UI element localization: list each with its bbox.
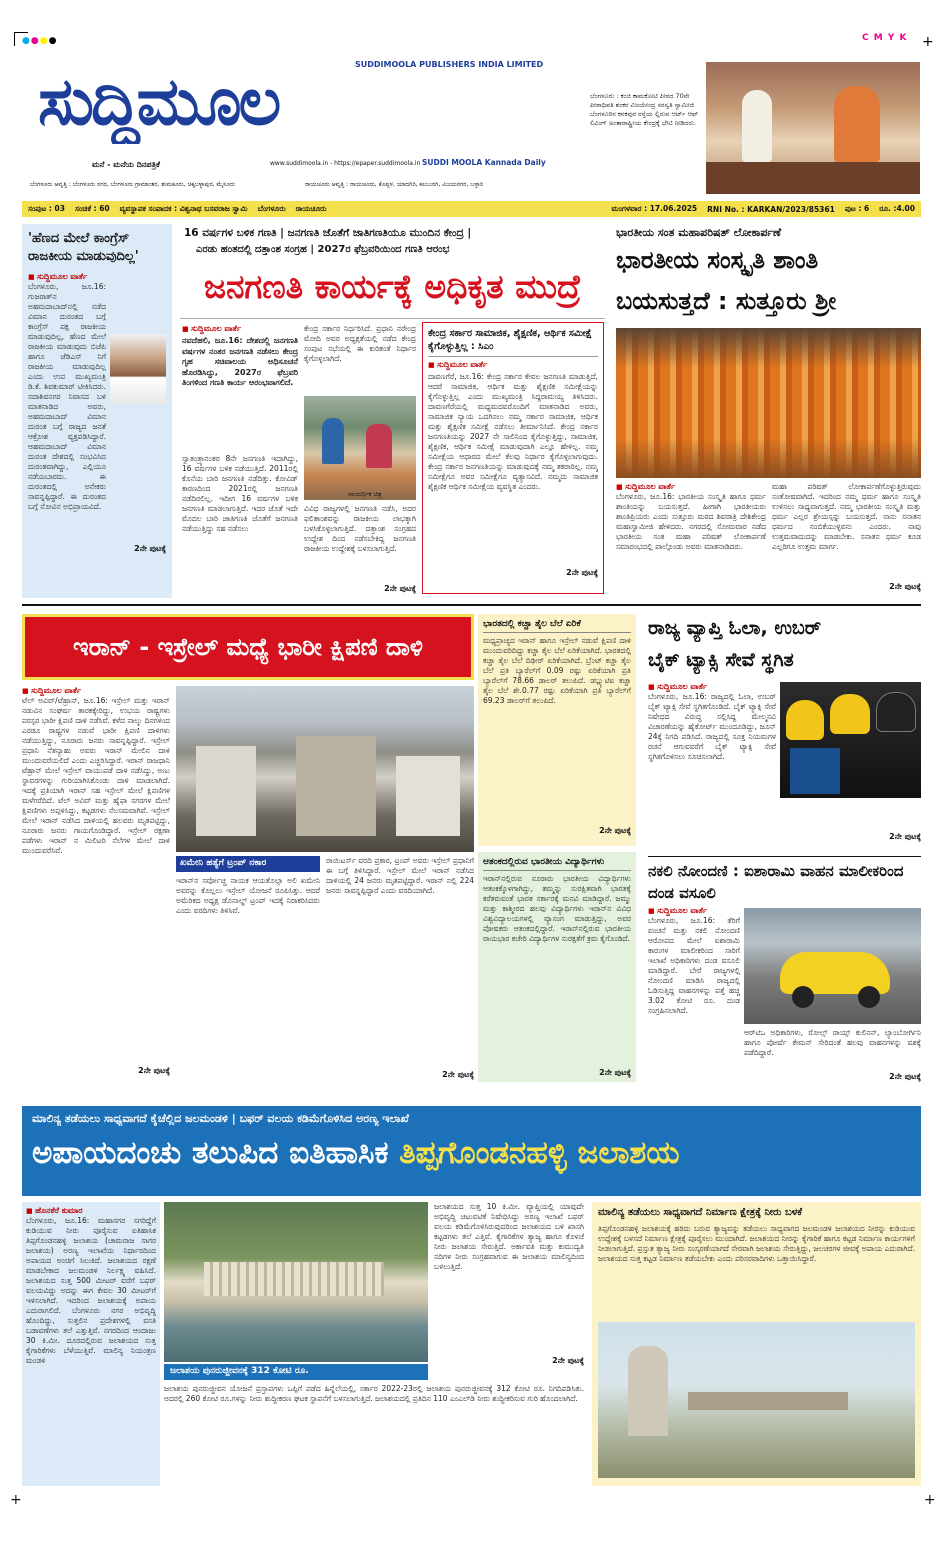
- byline: ■ ಸುದ್ದಿಮೂಲ ವಾರ್ತೆ: [182, 324, 298, 334]
- story-students-title: ಆತಂಕದಲ್ಲಿರುವ ಭಾರತೀಯ ವಿದ್ಯಾರ್ಥಿಗಳು: [483, 856, 631, 871]
- census-text-3: ವಿವಿಧ ರಾಜ್ಯಗಳಲ್ಲಿ ಜನಗಣತಿ ನಡೆಸಿ, ಅದರ ಫಲಿತಾಂಶವನ್ನು ರಾಜಕೀಯ ಲಾಭಕ್ಕಾಗಿ ಬಳಸಿಕೊಳ್ಳಲಾಗುತ್ತಿದೆ. ದತ್ತಾಂಶ ಸಂಗ್ರಹದ ಉದ್ದೇಶ ದಿಂದ ನಡೆಸಬೇಕಿದ್ದ ಜನಗಣತಿ ರಾಜಕೀಯ ಉದ್ದೇಶಕ್ಕೆ ಬಳಸಲಾಗುತ್ತಿದೆ.: [304, 504, 416, 553]
- census-text: ಸ್ವಾತಂತ್ರ್ಯಾನಂತರ 8ನೇ ಜನಗಣತಿ ಇದಾಗಿದ್ದು, 16 ವರ್ಷಗಳ ಬಳಿಕ ನಡೆಯುತ್ತಿದೆ. 2011ರಲ್ಲಿ ಕೊನೆಯ ಬಾರಿ ಜನಗಣತಿ ನಡೆದಿತ್ತು. ಕೋವಿಡ್ ಕಾರಣದಿಂದ 2021ರಲ್ಲಿ ಜನಗಣತಿ ನಡೆದಿರಲಿಲ್ಲ. ಇದೀಗ 16 ವರ್ಷಗಳ ಬಳಿಕ ಜನಗಣತಿ ಮಾಡಲಾಗುತ್ತಿದೆ. ಇದರ ಜೊತೆ ಇದೇ ಮೊದಲ ಬಾರಿ ಜಾತಿಗಣತಿ ಜೊತೆಗೆ ಜನಗಣತಿ ನಡೆಯುತ್ತಿದ್ದು ಸಹ ನಡೆಸಲು: [182, 454, 298, 533]
- story-students-text: ಇರಾನ್‌ನಲ್ಲಿರುವ ನೂರಾರು ಭಾರತೀಯ ವಿದ್ಯಾರ್ಥಿಗಳು ಆತಂಕಕ್ಕೊಳಗಾಗಿದ್ದು, ತಮ್ಮನ್ನು ಸುರಕ್ಷಿತವಾಗಿ ಭಾರತಕ್ಕೆ ಕರೆತರುವಂತೆ ಭಾರತ ಸರ್ಕಾರಕ್ಕೆ ಮನವಿ ಮಾಡಿದ್ದಾರೆ. ಜಮ್ಮು ಮತ್ತು ಕಾಶ್ಮೀರದ ಹಲವು ವಿದ್ಯಾರ್ಥಿಗಳು ಇರಾನ್‌ನ ವಿವಿಧ ವಿಶ್ವವಿದ್ಯಾಲಯಗಳಲ್ಲಿ ವ್ಯಾಸಂಗ ಮಾಡುತ್ತಿದ್ದು, ಅವರ ಪೋಷಕರು ಆತಂಕದಲ್ಲಿದ್ದಾರೆ. ಇರಾನ್‌ನಲ್ಲಿರುವ ಭಾರತೀಯ ರಾಯಭಾರ ಕಚೇರಿ ವಿದ್ಯಾರ್ಥಿಗಳ ಸುರಕ್ಷತೆಗೆ ಕ್ರಮ ಕೈಗೊಂಡಿದೆ.: [483, 874, 631, 943]
- story-cm-text: ದಾವಣಗೆರೆ, ಜೂ.16: ಕೇಂದ್ರ ಸರ್ಕಾರ ಕೇವಲ ಜನಗಣತಿ ಮಾಡುತ್ತಿದೆ, ಆದರೆ ಸಾಮಾಜಿಕ, ಆರ್ಥಿಕ ಮತ್ತು ಶೈಕ್ಷಣಿಕ ಸಮೀಕ್ಷೆಯನ್ನು ಕೈಗೊಳ್ಳುತ್ತಿಲ್ಲ ಎಂದು ಮುಖ್ಯಮಂತ್ರಿ ಸಿದ್ದರಾಮಯ್ಯ ತಿಳಿಸಿದರು. ದಾವಣಗೆರೆಯಲ್ಲಿ ಮಧ್ಯಮದವರೊಂದಿಗೆ ಮಾತನಾಡಿದ ಅವರು, ಸಾಮಾಜಿಕ ನ್ಯಾಯ ಒದಗಿಸಲು ನಮ್ಮ ಸರ್ಕಾರ ಸಾಮಾಜಿಕ, ಆರ್ಥಿಕ ಮತ್ತು ಶೈಕ್ಷಣಿಕ ಸಮೀಕ್ಷೆ ನಡೆಸಲು ತೀರ್ಮಾನಿಸಿದೆ. ಕೇಂದ್ರ ಸರ್ಕಾರ ಜನಗಣತಿಯನ್ನು 2027 ನೇ ಸಾಲಿನಿಂದ ಕೈಗೊಳ್ಳುತ್ತಿದ್ದು, ಸಾಮಾಜಿಕ, ಶೈಕ್ಷಣಿಕ, ಆರ್ಥಿಕ ಸಮೀಕ್ಷೆ ಮಾಡುವುದಾಗಿ ಎಲ್ಲೂ ಹೇಳಿಲ್ಲ. ನಮ್ಮ ಸಮೀಕ್ಷೆಯ ಆಧಾರದ ಮೇಲೆ ಕೆಲವು ನಿರ್ಧಾರ ಕೈಗೊಳ್ಳಲಾಗುವುದು. ಕೇಂದ್ರ ಸರ್ಕಾರ ಜನಗಣತಿಯನ್ನು ಮಾಡುವುದಕ್ಕೆ ನಮ್ಮ ತಕರಾರಿಲ್ಲ. ನಮ್ಮ ಸಮೀಕ್ಷೆಗೂ ಅವರ ಸಮೀಕ್ಷೆಗೂ ವ್ಯತ್ಯಾಸವಿದೆ. ನಮ್ಮದು ಸಾಮಾಜಿಕ ಶೈಕ್ಷಣಿಕ ಆರ್ಥಿಕ ಸಮೀಕ್ಷೆಯ ವ್ಯವಸ್ಥಿತ ಎಂದರು.: [428, 372, 598, 491]
- masthead-photo-caption: ಬೆಂಗಳೂರು : ಕಂಚಿ ಕಾಮಕೋಟಿ ಪೀಠದ 70ನೇ ಪೀಠಾಧಿಪತಿ ಶಂಕರ ವಿಜಯೇಂದ್ರ ಸರಸ್ವತಿ ಸ್ವಾಮೀಜಿ ಬೆಂಗಳೂರಿನ ಕನಕಪುರ ರಸ್ತೆಯ ಲ್ಲಿರುವ ಆರ್ಟ್ ಆಫ್ ಲಿವಿಂಗ್ ಅಂತಾರಾಷ್ಟ್ರೀಯ ಕೇಂದ್ರಕ್ಕೆ ಭೇಟಿ ನೀಡಿದರು.: [590, 92, 699, 127]
- story-cm: [422, 322, 604, 594]
- story-census-col1: [182, 324, 298, 594]
- byline: ■ ಸುದ್ದಿಮೂಲ ವಾರ್ತೆ: [28, 272, 166, 282]
- census-photo-caption: ಸಾಂದರ್ಭಿಕ ಚಿತ್ರ: [348, 490, 382, 498]
- rni-number: RNI No. : KARKAN/2023/85361: [707, 204, 835, 214]
- reservoir-photo-caption-bar: [164, 1364, 428, 1380]
- story-work-title: ಮಾಲಿನ್ಯ ತಡೆಯಲು ಸಾಧ್ಯವಾಗದೆ ನಿರ್ಮಾಣ ಕ್ಷೇತ್ರಕ್ಕೆ ನೀರು ಬಳಕೆ: [598, 1207, 803, 1218]
- reservoir-title-b: ತಿಪ್ಪಗೊಂಡನಹಳ್ಳಿ ಜಲಾಶಯ: [399, 1135, 680, 1171]
- masthead-photo: [706, 62, 920, 194]
- color-dots: ●●●●: [22, 36, 58, 46]
- continued-tag: 2ನೇ ಪುಟಕ್ಕೆ: [442, 1070, 474, 1079]
- temple-photo: [598, 1322, 915, 1478]
- masthead-tagline: ಮನೆ - ಮನೆಯ ದಿನಪತ್ರಿಕೆ: [92, 160, 160, 169]
- story-suttur-col2: [772, 482, 921, 594]
- dk-shivakumar-photo: [110, 334, 166, 404]
- census-kicker: 16 ವರ್ಷಗಳ ಬಳಿಕ ಗಣತಿ | ಜನಗಣತಿ ಜೊತೆಗೆ ಜಾತಿಗಣತಿಯೂ ಮುಂದಿನ ಕೇಂದ್ರ |: [184, 227, 472, 239]
- iran-title-banner: [22, 614, 474, 680]
- price: ರೂ. :4.00: [879, 204, 915, 213]
- masthead-urls: www.suddimoola.in - https://epaper.suddimoola.in: [270, 160, 421, 167]
- bike-title-2: ಬೈಕ್ ಟ್ಯಾಕ್ಸಿ ಸೇವೆ ಸ್ಥಗಿತ: [648, 649, 794, 671]
- editions-right: ರಾಯಚೂರು ಆವೃತ್ತಿ : ರಾಯಚೂರು, ಕೊಪ್ಪಳ, ಯಾದಗಿರಿ, ಕಲಬುರಗಿ, ವಿಜಯನಗರ, ಬಳ್ಳಾರಿ: [305, 181, 484, 188]
- trump-title-bar: [176, 856, 320, 872]
- trump-title: ಖಮೇನಿ ಹತ್ಯೆಗೆ ಟ್ರಂಪ್ ನಕಾರ: [180, 858, 267, 868]
- page-count: ಪುಟ : 6: [844, 204, 870, 213]
- city-raichur: ರಾಯಚೂರು: [295, 204, 327, 213]
- census-photo: [304, 396, 416, 500]
- crop-mark: +: [924, 1492, 936, 1508]
- masthead-english-name: SUDDI MOOLA Kannada Daily: [422, 158, 546, 167]
- reservoir-band: [22, 1106, 921, 1196]
- reservoir-title-a: ಅಪಾಯದಂಚು ತಲುಪಿದ ಐತಿಹಾಸಿಕ: [32, 1135, 400, 1171]
- issue: ಸಂಚಿಕೆ : 60: [74, 204, 110, 213]
- fake-title: ನಕಲಿ ನೋಂದಣಿ : ಐಶಾರಾಮಿ ವಾಹನ ಮಾಲೀಕರಿಂದ ದಂಡ ವಸೂಲಿ: [648, 862, 904, 902]
- continued-tag: 2ನೇ ಪುಟಕ್ಕೆ: [889, 582, 921, 591]
- story-bike-col1: [648, 682, 776, 852]
- byline: ■ ಸುದ್ದಿಮೂಲ ವಾರ್ತೆ: [648, 682, 776, 692]
- census-kicker-2: ಎರಡು ಹಂತದಲ್ಲಿ ದತ್ತಾಂಶ ಸಂಗ್ರಹ | 2027ರ ಫೆಬ್ರವರಿಯಿಂದ ಗಣತಿ ಆರಂಭ: [196, 244, 450, 255]
- story-trump-text-2: ರಾಯಿಟರ್ಸ್ ವರದಿ ಪ್ರಕಾರ, ಟ್ರಂಪ್ ಅವರು ಇಸ್ರೇಲ್ ಪ್ರಧಾನಿಗೆ ಈ ಬಗ್ಗೆ ತಿಳಿಸಿದ್ದಾರೆ. ಇಸ್ರೇಲ್ ಮೇಲೆ ಇರಾನ್ ನಡೆಸಿದ ದಾಳಿಯಲ್ಲಿ 24 ಜನರು ಮೃತಪಟ್ಟಿದ್ದಾರೆ. ಇರಾನ್ ನಲ್ಲಿ 224 ಜನರು ಸಾವನ್ನಪ್ಪಿದ್ದಾರೆ ಎಂದು ವರದಿಯಾಗಿದೆ.: [326, 856, 474, 895]
- story-iran-col1: [22, 686, 170, 1082]
- suttur-photo: [616, 328, 921, 478]
- story-oil-title: ಭಾರತದಲ್ಲಿ ಕಚ್ಚಾ ತೈಲ ಬೆಲೆ ಏರಿಕೆ: [483, 618, 631, 633]
- continued-tag: 2ನೇ ಪುಟಕ್ಕೆ: [599, 826, 631, 835]
- story-oil: [478, 614, 636, 846]
- continued-tag: 2ನೇ ಪುಟಕ್ಕೆ: [566, 568, 598, 577]
- crop-mark: +: [922, 34, 934, 50]
- bike-taxi-photo: [780, 682, 921, 798]
- continued-tag: 2ನೇ ಪುಟಕ್ಕೆ: [134, 544, 166, 553]
- editor: ವ್ಯವಸ್ಥಾಪಕ ಸಂಪಾದಕ : ವಿಶ್ವನಾಥ ಬಸವರಾಜ ಸ್ವಾಮಿ: [119, 204, 248, 213]
- story-tg-text: ಬೆಂಗಳೂರು, ಜೂ.16: ಮಹಾನಗರ ಸಗರಿದ್ದೆಗೆ ಕುಡಿಯುವ ನೀರು ಪೂರೈಸುವ ಐತಿಹಾಸಿಕ ತಿಪ್ಪಗೊಂಡನಹಳ್ಳಿ ಜಲಾಶಯ (ಚಾಮರಾಜ ಸಾಗರ ಜಲಾಶಯ) ಅರಣ್ಯ ಇಲಾಖೆಯ ನಿರ್ಧಾರದಿಂದ ಅಪಾಯದ ಅಂಚಿಗೆ ಸಿಲುಕಿದೆ. ಜಲಾಶಯದ ರಕ್ಷಣೆ ಮಾಡಬೇಕಾದ ಜಲಮಂಡಳಿ ನಿರ್ಲಕ್ಷ್ಯ ವಹಿಸಿದೆ. ಜಲಾಶಯದ ಸುತ್ತ 500 ಮೀಟರ್ ವರೆಗೆ ಬಫರ್ ವಲಯವಿದ್ದು ಅದನ್ನು ಈಗ ಕೇವಲ 30 ಮೀಟರ್‌ಗೆ ಇಳಿಸಲಾಗಿದೆ. ಇದರಿಂದ ಜಲಾಶಯಕ್ಕೆ ಅಪಾಯ ಎದುರಾಗಲಿದೆ. ಬೆಂಗಳೂರು ನಗರ ಅಭಿವೃದ್ಧಿ ಹೊಂದಿದ್ದು, ಸುತ್ತಲಿನ ಪ್ರದೇಶಗಳಲ್ಲಿ ವಸತಿ ಬಡಾವಣೆಗಳು ತಲೆ ಎತ್ತುತ್ತಿವೆ. ನಗರದಿಂದ ಆಂದಾಜು 30 ಕಿ.ಮೀ. ದೂರದಲ್ಲಿರುವ ಜಲಾಶಯದ ಸುತ್ತ ಕೈಗಾರಿಕೆಗಳು ಬೆಳೆಯುತ್ತಿವೆ. ಮಾಲಿನ್ಯ ನಿಯಂತ್ರಣ ಮಂಡಳಿ: [26, 1216, 156, 1365]
- story-oil-text: ಮಧ್ಯಪ್ರಾಚ್ಯದ ಇರಾನ್ ಹಾಗೂ ಇಸ್ರೇಲ್ ನಡುವೆ ಕ್ಷಿಪಣಿ ದಾಳಿ ಮುಂದುವರಿದಿದ್ದು ಕಚ್ಚಾ ತೈಲ ಬೆಲೆ ಏರಿಕೆಯಾಗಿದೆ. ಭಾರತದಲ್ಲಿ ಕಚ್ಚಾ ತೈಲ ಬೆಲೆ ದಿಢೀರ್ ಏರಿಕೆಯಾಗಿದೆ. ಬ್ರೆಂಟ್ ಕಚ್ಚಾ ತೈಲ ಬೆಲೆ ಪ್ರತಿ ಬ್ಯಾರೆಲ್‌ಗೆ 0.09 ರಷ್ಟು ಏರಿಕೆಯಾಗಿ ಪ್ರತಿ ಬ್ಯಾರೆಲ್‌ಗೆ 78.66 ಡಾಲರ್ ತಲುಪಿದೆ. ಡಬ್ಲ್ಯುಟಿಐ ಕಚ್ಚಾ ತೈಲ ಬೆಲೆ ಶೇ.0.77 ರಷ್ಟು ಏರಿಕೆಯಾಗಿ ಪ್ರತಿ ಬ್ಯಾರೆಲ್‌ಗೆ 69.23 ಡಾಲರ್‌ಗೆ ತಲುಪಿದೆ.: [483, 636, 631, 705]
- story-cm-title: ಕೇಂದ್ರ ಸರ್ಕಾರ ಸಾಮಾಜಿಕ, ಶೈಕ್ಷಣಿಕ, ಆರ್ಥಿಕ ಸಮೀಕ್ಷೆ ಕೈಗೊಳ್ಳುತ್ತಿಲ್ಲ : ಸಿಎಂ: [428, 327, 598, 357]
- census-lead-text: ನವದೆಹಲಿ, ಜೂ.16: ದೇಶದಲ್ಲಿ ಜನಗಣತಿ ವರ್ಷಗಳ ನಂತರ ಜನಗಣತಿ ನಡೆಸಲು ಕೇಂದ್ರ ಗೃಹ ಸಚಿವಾಲಯ ಅಧಿಸೂಚನೆ ಹೊರಡಿಸಿದ್ದು, 2027ರ ಫೆಬ್ರವರಿ ತಿಂಗಳಿಂದ ಗಣತಿ ಕಾರ್ಯ ಆರಂಭವಾಗಲಿದೆ.: [182, 336, 298, 387]
- story-congress: [22, 224, 172, 598]
- story-congress-title: 'ಹೆಣದ ಮೇಲೆ ಕಾಂಗ್ರೆಸ್ ರಾಜಕೀಯ ಮಾಡುವುದಿಲ್ಲ': [28, 231, 139, 264]
- story-fake-text: ಬೆಂಗಳೂರು, ಜೂ.16: ತೆರಿಗೆ ವಂಚನೆ ಮತ್ತು ನಕಲಿ ನೋಂದಣಿ ಆರೋಪದ ಮೇಲೆ ಐಶಾರಾಮಿ ಕಾರುಗಳ ಮಾಲೀಕರಿಂದ ಸಾರಿಗೆ ಇಲಾಖೆ ಅಧಿಕಾರಿಗಳು ದಂಡ ವಸೂಲಿ ಮಾಡಿದ್ದಾರೆ. ಬೇರೆ ರಾಜ್ಯಗಳಲ್ಲಿ ನೋಂದಣಿ ಮಾಡಿಸಿ ರಾಜ್ಯದಲ್ಲಿ ಓಡಿಸುತ್ತಿದ್ದ ವಾಹನಗಳನ್ನು ಪತ್ತೆ ಹಚ್ಚಿ 3.02 ಕೋಟಿ ರೂ. ದಂಡ ಸಂಗ್ರಹಿಸಲಾಗಿದೆ.: [648, 916, 740, 1015]
- suttur-title-1: ಭಾರತೀಯ ಸಂಸ್ಕೃತಿ ಶಾಂತಿ: [616, 246, 819, 274]
- info-bar: [22, 201, 921, 217]
- continued-tag: 2ನೇ ಪುಟಕ್ಕೆ: [599, 1068, 631, 1077]
- iran-title: ಇರಾನ್ - ಇಸ್ರೇಲ್ ಮಧ್ಯೆ ಭಾರೀ ಕ್ಷಿಪಣಿ ದಾಳಿ: [73, 633, 423, 661]
- editions-left: ಬೆಂಗಳೂರು ಆವೃತ್ತಿ : ಬೆಂಗಳೂರು ನಗರ, ಬೆಂಗಳೂರು ಗ್ರಾಮಾಂತರ, ತುಮಕೂರು, ಚಿಕ್ಕಬಳ್ಳಾಪುರ, ಮೈಸೂರು: [30, 181, 236, 188]
- story-suttur-col1: [616, 482, 766, 594]
- crop-mark: +: [10, 1492, 22, 1508]
- volume: ಸಂಪುಟ : 03: [28, 204, 65, 213]
- story-bike-text: ಬೆಂಗಳೂರು, ಜೂ.16: ರಾಜ್ಯದಲ್ಲಿ ಓಲಾ, ಉಬರ್ ಬೈಕ್ ಟ್ಯಾಕ್ಸಿ ಸೇವೆ ಸ್ಥಗಿತಗೊಂಡಿದೆ. ಬೈಕ್ ಟ್ಯಾಕ್ಸಿ ಸೇವೆ ನಿಷೇಧದ ವಿರುದ್ಧ ಸಲ್ಲಿಸಿದ್ದ ಮೇಲ್ಮನವಿ ವಿಚಾರಣೆಯನ್ನು ಹೈಕೋರ್ಟ್ ಮುಂದೂಡಿದ್ದು, ಜೂನ್ 24ಕ್ಕೆ ನಿಗದಿ ಪಡಿಸಿದೆ. ರಾಜ್ಯದಲ್ಲಿ ಸೂಕ್ತ ನಿಯಮಗಳ ರಚನೆ ಆಗುವವರೆಗೆ ಬೈಕ್ ಟ್ಯಾಕ್ಸಿ ಸೇವೆ ಸ್ಥಗಿತಗೊಳಿಸಲು ಸೂಚಿಸಲಾಗಿದೆ.: [648, 692, 776, 761]
- reservoir-title: [22, 1126, 921, 1176]
- reservoir-photo: [164, 1202, 428, 1362]
- byline: ■ ಸುದ್ದಿಮೂಲ ವಾರ್ತೆ: [22, 686, 170, 696]
- story-tg-text-3: ಜಲಾಶಯ ಪುನರುಜ್ಜೀವನ ಯೋಜನೆ ಪ್ರಸ್ತಾಪಗಳು ಒಪ್ಪಿಗೆ ಪಡೆದ ಹಿನ್ನೆಲೆಯಲ್ಲಿ, ಸರ್ಕಾರ 2022-23ರಲ್ಲಿ ಜಲಾಶಯ ಪುನರುಜ್ಜೀವನಕ್ಕೆ 312 ಕೋಟಿ ರೂ. ನಿಗದಿಪಡಿಸಿತು. ಅದರಲ್ಲಿ 260 ಕೋಟಿ ರೂ.ಗಳನ್ನು ನೀರು ಶುದ್ಧೀಕರಣ ಘಟಕ ಸ್ಥಾಪನೆಗೆ ಬಳಸಲಾಗುತ್ತಿದೆ. ಜಲಾಶಯದಲ್ಲಿ ಪ್ರತಿದಿನ 110 ಎಂಎಲ್‌ಡಿ ನೀರು ಶುದ್ಧೀಕರಿಸುವ ಗುರಿ ಹೊಂದಲಾಗಿದೆ.: [164, 1384, 584, 1403]
- story-fake-col1: [648, 906, 740, 1082]
- reservoir-kicker: ಮಾಲಿನ್ಯ ತಡೆಯಲು ಸಾಧ್ಯವಾಗದೆ ಕೈಚೆಲ್ಲಿದ ಜಲಮಂಡಳಿ | ಬಫರ್ ವಲಯ ಕಡಿಮೆಗೊಳಿಸಿದ ಅರಣ್ಯ ಇಲಾಖೆ: [32, 1112, 409, 1125]
- story-tg-text-2: ಜಲಾಶಯದ ಸುತ್ತ 10 ಕಿ.ಮೀ. ವ್ಯಾಪ್ತಿಯಲ್ಲಿ ಯಾವುದೇ ಅಭಿವೃದ್ಧಿ ಚಟುವಟಿಕೆ ನಿಷೇಧಿಸಿದ್ದು ಅರಣ್ಯ ಇಲಾಖೆ ಬಫರ್ ವಲಯ ಕಡಿಮೆಗೊಳಿಸಿರುವುದರಿಂದ ಜಲಾಶಯದ ಬಳಿ ಖಾಸಗಿ ಕಟ್ಟಡಗಳು ತಲೆ ಎತ್ತಿವೆ. ಕೈಗಾರಿಕೆಗಳ ತ್ಯಾಜ್ಯ ಹಾಗೂ ಕೊಳಚೆ ನೀರು ಜಲಾಶಯ ಸೇರುತ್ತಿದೆ. ಅರ್ಕಾವತಿ ಮತ್ತು ಕುಮುದ್ವತಿ ನದಿಗಳ ನೀರು ಸಂಗ್ರಹವಾಗುವ ಈ ಜಲಾಶಯ ಮಾಲಿನ್ಯದಿಂದ ಬಳಲುತ್ತಿದೆ.: [434, 1202, 584, 1271]
- census-text-2: ಕೇಂದ್ರ ಸರ್ಕಾರ ನಿರ್ಧರಿಸಿದೆ. ಪ್ರಧಾನಿ ನರೇಂದ್ರ ಮೋದಿ ಅವರ ಅಧ್ಯಕ್ಷತೆಯಲ್ಲಿ ನಡೆದ ಕೇಂದ್ರ ಸಂಪುಟ ಸಭೆಯಲ್ಲಿ ಈ ಕುರಿತಂತೆ ನಿರ್ಧಾರ ಕೈಗೊಳ್ಳಲಾಗಿದೆ.: [304, 324, 416, 363]
- story-bike-col2: [780, 802, 921, 852]
- story-iran-text: ಟೆಲ್ ಅವಿವ್/ಟೆಹ್ರಾನ್, ಜೂ.16: ಇಸ್ರೇಲ್ ಮತ್ತು ಇರಾನ್ ನಡುವಿನ ಸಂಘರ್ಷ ತಾರಕಕ್ಕೇರಿದ್ದು, ಉಭಯ ರಾಷ್ಟ್ರಗಳು ಪರಸ್ಪರ ಭಾರೀ ಕ್ಷಿಪಣಿ ದಾಳಿ ನಡೆಸಿವೆ. ಕಳೆದ ನಾಲ್ಕು ದಿನಗಳಿಂದ ಎರಡೂ ರಾಷ್ಟ್ರಗಳ ನಡುವೆ ಭಾರೀ ಕ್ಷಿಪಣಿ ದಾಳಿಗಳು ನಡೆಯುತ್ತಿದ್ದು, ನೂರಾರು ಜನರು ಸಾವನ್ನಪ್ಪಿದ್ದಾರೆ. ಇಸ್ರೇಲ್ ಪ್ರಧಾನಿ ನೆತನ್ಯಾಹು ಅವರು ಇರಾನ್ ಮೇಲಿನ ದಾಳಿ ಮುಂದುವರೆಯಲಿದೆ ಎಂದು ಎಚ್ಚರಿಸಿದ್ದಾರೆ. ಇರಾನ್ ರಾಜಧಾನಿ ಟೆಹ್ರಾನ್ ಮೇಲೆ ಇಸ್ರೇಲ್ ವಾಯುಪಡೆ ದಾಳಿ ನಡೆಸಿದ್ದು, ಅಣು ಸ್ಥಾವರಗಳನ್ನು ಗುರಿಯಾಗಿಸಿಕೊಂಡು ದಾಳಿ ಮಾಡಲಾಗಿದೆ. ಇದಕ್ಕೆ ಪ್ರತಿಯಾಗಿ ಇರಾನ್ ಸಹ ಇಸ್ರೇಲ್ ಮೇಲೆ ಕ್ಷಿಪಣಿಗಳ ಮಳೆಗರೆದಿದೆ. ಟೆಲ್ ಅವಿವ್ ಮತ್ತು ಹೈಫಾ ನಗರಗಳ ಮೇಲೆ ಕ್ಷಿಪಣಿಗಳು ಅಪ್ಪಳಿಸಿದ್ದು, ಕಟ್ಟಡಗಳು ನೆಲಸಮವಾಗಿವೆ. ಇಸ್ರೇಲ್ ಮೇಲೆ ಇರಾನ್ ನಡೆಸಿದ ದಾಳಿಯಲ್ಲಿ ಹಲವರು ಮೃತಪಟ್ಟಿದ್ದು, ನೂರಾರು ಜನರು ಗಾಯಗೊಂಡಿದ್ದಾರೆ. ಇಸ್ರೇಲ್ ರಕ್ಷಣಾ ಪಡೆಗಳು ಇರಾನ್ ನ ಮಿಲಿಟರಿ ನೆಲೆಗಳ ಮೇಲೆ ದಾಳಿ ಮುಂದುವರೆಸಿವೆ.: [22, 696, 170, 855]
- story-suttur-text-2: ಮಹಾ ಪರಿಷತ್ ಲೋಕಾರ್ಪಣೆಗೊಳ್ಳುತ್ತಿರುವುದು ಸಂತೋಷವಾಗಿದೆ. ಇದರಿಂದ ನಮ್ಮ ಧರ್ಮ ಹಾಗೂ ಸಂಸ್ಕೃತಿ ಉಳಿಸಲು ಸಾಧ್ಯವಾಗುತ್ತದೆ. ನಮ್ಮ ಭಾರತೀಯ ಸಂಸ್ಕೃತಿ ಮತ್ತು ಧರ್ಮ ಎಲ್ಲರ ಶ್ರೇಯಸ್ಸನ್ನು ಬಯಸುತ್ತದೆ. ನಾನು ಸನಾತನ ಧರ್ಮದ ನಂಬಿಕೆಯುಳ್ಳವನು ಎಂದರು. ನಾವು ಉತ್ತಮವಾದುದನ್ನು ಮಾಡಬೇಕು. ಸನಾತನ ಧರ್ಮ ಕೂಡ ಎಲ್ಲರಿಗೂ ಉತ್ತಮ ಮಾರ್ಗ.: [772, 482, 921, 551]
- story-work-text: ತಿಪ್ಪಗೊಂಡನಹಳ್ಳಿ ಜಲಾಶಯಕ್ಕೆ ಹರಿದು ಬರುವ ತ್ಯಾಜ್ಯವನ್ನು ತಡೆಯಲು ಸಾಧ್ಯವಾಗದ ಜಲಮಂಡಳಿ ಜಲಾಶಯದ ನೀರನ್ನು ಕುಡಿಯುವ ಉದ್ದೇಶಕ್ಕೆ ಬಳಸದೆ ನಿರ್ಮಾಣ ಕ್ಷೇತ್ರಕ್ಕೆ ಪೂರೈಸಲು ಮುಂದಾಗಿದೆ. ಜಲಾಶಯದ ನೀರನ್ನು ಕೈಗಾರಿಕೆ ಹಾಗೂ ಕಟ್ಟಡ ನಿರ್ಮಾಣ ಕಾರ್ಯಗಳಿಗೆ ನೀಡಲಾಗುತ್ತಿದೆ. ಪ್ರಸ್ತುತ ತ್ಯಾಜ್ಯ ನೀರು ಸಂಸ್ಕರಣೆಯಾಗದೆ ನೇರವಾಗಿ ಜಲಾಶಯ ಸೇರುತ್ತಿದ್ದು, ಜಲಚರಗಳ ಜೀವಕ್ಕೆ ಅಪಾಯ ಎದುರಾಗಿದೆ. ಜಲಾಶಯದ ಸುತ್ತ ಕಟ್ಟಡ ನಿರ್ಮಾಣ ತಡೆಯಬೇಕು ಎಂದು ಪರಿಸರವಾದಿಗಳು ಒತ್ತಾಯಿಸಿದ್ದಾರೆ.: [598, 1224, 915, 1263]
- date: ಮಂಗಳವಾರ : 17.06.2025: [611, 204, 698, 213]
- suttur-kicker: ಭಾರತೀಯ ಸಂತ ಮಹಾಪರಿಷತ್ ಲೋಕಾರ್ಪಣೆ: [616, 226, 782, 239]
- continued-tag: 2ನೇ ಪುಟಕ್ಕೆ: [889, 1072, 921, 1081]
- story-suttur-text: ಬೆಂಗಳೂರು, ಜೂ.16: ಭಾರತೀಯ ಸಂಸ್ಕೃತಿ ಹಾಗೂ ಧರ್ಮ ಶಾಂತಿಯನ್ನು ಬಯಸುತ್ತದೆ. ಹೀಗಾಗಿ ಭಾರತೀಯರು ಶಾಂತಿಪ್ರಿಯರು ಎಂದು ಸುತ್ತೂರು ಮಠದ ಶಿವರಾತ್ರಿ ದೇಶಿಕೇಂದ್ರ ಮಹಾಸ್ವಾಮೀಜಿ ಹೇಳಿದರು. ನಗರದಲ್ಲಿ ಸೋಮವಾರ ನಡೆದ ಭಾರತೀಯ ಸಂತ ಮಹಾ ಪರಿಷತ್ ಲೋಕಾರ್ಪಣೆ ಸಮಾರಂಭದಲ್ಲಿ ಪಾಲ್ಗೊಂಡು ಅವರು ಮಾತನಾಡಿದರು.: [616, 492, 766, 551]
- cmyk-label: C M Y K: [862, 33, 908, 43]
- continued-tag: 2ನೇ ಪುಟಕ್ಕೆ: [138, 1066, 170, 1075]
- story-fake-text-2: ಆರ್‌ಟಿಒ ಅಧಿಕಾರಿಗಳು, ರೋಲ್ಸ್ ರಾಯ್ಸ್ ಕುಲಿನನ್, ಲ್ಯಾಂಬೋರ್ಗಿನಿ ಹಾಗೂ ಪೋರ್ಷೆ ಕೇಮನ್ ಸೇರಿದಂತೆ ಹಲವು ವಾಹನಗಳನ್ನು ವಶಕ್ಕೆ ಪಡೆದಿದ್ದಾರೆ.: [744, 1028, 921, 1057]
- sports-car-photo: [744, 908, 921, 1024]
- census-title: ಜನಗಣತಿ ಕಾರ್ಯಕ್ಕೆ ಅಧಿಕೃತ ಮುದ್ರೆ: [203, 267, 582, 306]
- masthead-logo: ಸುದ್ದಿಮೂಲ: [38, 63, 279, 140]
- story-students: [478, 852, 636, 1082]
- story-work: [592, 1202, 921, 1486]
- publisher-name: SUDDIMOOLA PUBLISHERS INDIA LIMITED: [355, 60, 544, 69]
- continued-tag: 2ನೇ ಪುಟಕ್ಕೆ: [552, 1356, 584, 1365]
- continued-tag: 2ನೇ ಪುಟಕ್ಕೆ: [889, 832, 921, 841]
- iran-strike-photo: [176, 686, 474, 852]
- story-trump-text: ಇರಾನ್‌ನ ಸರ್ವೋಚ್ಚ ನಾಯಕ ಆಯತೊಲ್ಲಾ ಅಲಿ ಖಮೇನಿ ಅವರನ್ನು ಕೊಲ್ಲಲು ಇಸ್ರೇಲ್ ಯೋಜನೆ ರೂಪಿಸಿತ್ತು. ಆದರೆ ಅಮೆರಿಕದ ಅಧ್ಯಕ್ಷ ಡೊನಾಲ್ಡ್ ಟ್ರಂಪ್ ಇದಕ್ಕೆ ನಿರಾಕರಿಸಿದರು ಎಂದು ವರದಿಗಳು ತಿಳಿಸಿವೆ.: [176, 876, 320, 915]
- city-bengaluru: ಬೆಂಗಳೂರು: [257, 204, 286, 213]
- continued-tag: 2ನೇ ಪುಟಕ್ಕೆ: [384, 584, 416, 593]
- story-tg-col1: [22, 1202, 160, 1486]
- reservoir-photo-caption: ಜಲಾಶಯ ಪುನರುಜ್ಜೀವನಕ್ಕೆ 312 ಕೋಟಿ ರೂ.: [170, 1366, 309, 1376]
- byline: ■ ಸುದ್ದಿಮೂಲ ವಾರ್ತೆ: [648, 906, 740, 916]
- byline: ■ ಸುದ್ದಿಮೂಲ ವಾರ್ತೆ: [616, 482, 766, 492]
- suttur-title-2: ಬಯಸುತ್ತದೆ : ಸುತ್ತೂರು ಶ್ರೀ: [616, 287, 837, 315]
- story-congress-text: ಬೆಂಗಳೂರು, ಜೂ.16: ಗುಜರಾತ್‌ನ ಅಹಮದಾಬಾದ್‌ನಲ್ಲಿ ನಡೆದ ವಿಮಾನ ದುರಂತದ ಬಗ್ಗೆ ಕಾಂಗ್ರೆಸ್ ಪಕ್ಷ ರಾಜಕೀಯ ಮಾಡುವುದಿಲ್ಲ, ಹೆಣದ ಮೇಲೆ ರಾಜಕೀಯ ಮಾಡುವುದು ಬಿಜೆಪಿ ಹಾಗೂ ಜೆಡಿಎಸ್ ನಿಗೆ ರಾಜಕೀಯ ಮಾಡುವುದಿಲ್ಲ ಎಂದು ಉಪ ಮುಖ್ಯಮಂತ್ರಿ ಡಿ.ಕೆ. ಶಿವಕುಮಾರ್ ಟೀಕಿಸಿದರು. ಸದಾಶಿವನಗರ ನಿವಾಸದ ಬಳಿ ಮಾತನಾಡಿದ ಅವರು, ಅಹಮದಾಬಾದ್ ವಿಮಾನ ದುರಂತ ಬಗ್ಗೆ ರಾಜ್ಯದ ಜನತೆ ಆಕ್ರೋಶ ವ್ಯಕ್ತಪಡಿಸಿದ್ದಾರೆ. ಆಹಮದಾಬಾದ್ ವಿಮಾನ ದುರಂತ ದೇಶದಲ್ಲಿ ಸಂಭವಿಸಿದ ದುರಂತವಾಗಿದ್ದು, ಎಲ್ಲಿಯೂ ನಡೆಯಬಾರದು. ಈ ದುರಂತದಲ್ಲಿ ಅನೇಕರು ಸಾವನ್ನಪ್ಪಿದ್ದಾರೆ. ಈ ದುರಂತದ ಬಗ್ಗೆ ನೋವಿನ ಅಭಿಪ್ರಾಯವಿದೆ.: [28, 282, 106, 511]
- byline: ■ ಹೊನಕೆರೆ ಕುಮಾರ: [26, 1206, 156, 1216]
- byline: ■ ಸುದ್ದಿಮೂಲ ವಾರ್ತೆ: [428, 360, 598, 370]
- bike-title-1: ರಾಜ್ಯ ವ್ಯಾಪ್ತಿ ಓಲಾ, ಉಬರ್: [648, 617, 821, 639]
